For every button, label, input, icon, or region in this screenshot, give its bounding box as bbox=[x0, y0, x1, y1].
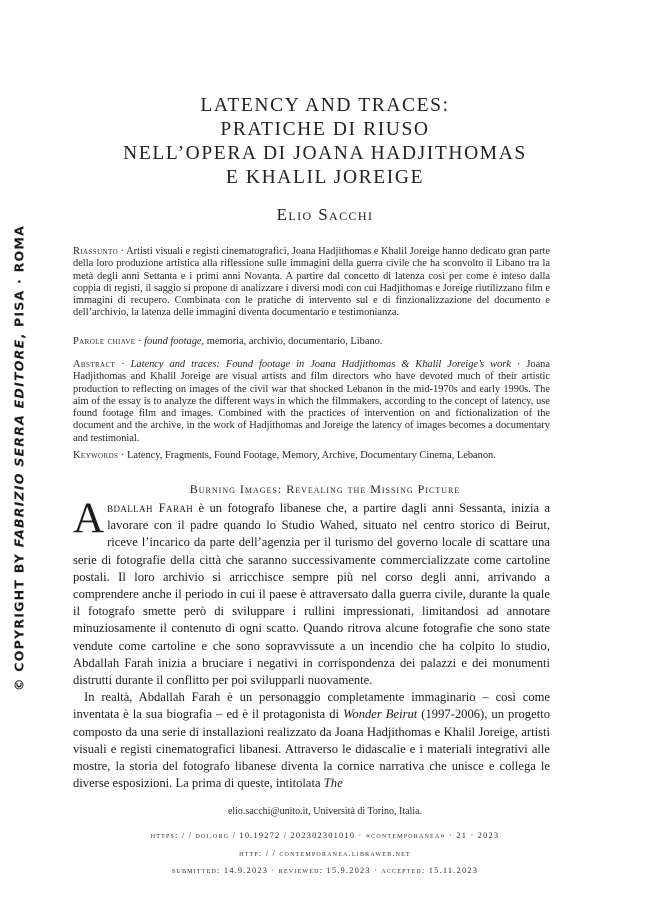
submission-dates-line: submitted: 14.9.2023 · reviewed: 15.9.2023 · accepted: 15.11.2023 bbox=[171, 866, 479, 875]
abstract-label: Abstract bbox=[73, 359, 116, 370]
keywords-label: Keywords bbox=[73, 450, 119, 461]
work-title: Wonder Beirut bbox=[343, 707, 418, 722]
riassunto-text: · Artisti visuali e registi cinematografici, Joana Hadjithomas e Khalil Joreige hanno dedicato gran parte della loro produzione artistica alla riflessione sulle immagini della guerra civile che ha sconvolto il Libano tra la metà degli anni Settanta e i primi anni Novanta. A partire dal concetto di latenza così per come è inteso dalla coppia di registi, il saggio si propone di analizzare i diversi modi con cui Hadjithomas e Joreige riutilizzano film e immagini di recupero. Combinata con le pratiche di intervento sul e di finzionalizzazione del documento e dell’archivio, la latenza delle immagini diventa documentario e testimonianza. bbox=[73, 246, 550, 319]
abstract-paragraph bbox=[73, 359, 550, 445]
keywords-paragraph bbox=[73, 450, 550, 462]
doi-line: https: / / doi.org / 10.19272 / 202302301010 · «contemporanea» · 21 · 2023 bbox=[150, 831, 500, 840]
title-line-2: PRATICHE DI RIUSO bbox=[220, 119, 430, 140]
parole-chiave-rest: , memoria, archivio, documentario, Libano. bbox=[201, 336, 383, 347]
parole-chiave-label: Parole chiave bbox=[73, 336, 136, 347]
article-title bbox=[0, 94, 650, 190]
side-copyright-notice bbox=[12, 225, 27, 691]
paragraph-1-text: è un fotografo libanese che, a partire dagli anni Sessanta, inizia a lavorare con il padre quando lo Studio Wahed, situato nel centro storico di Beirut, riceve l’incarico da parte dell’agenzia per il turismo del governo locale di scattare una serie di fotografie della città che saranno successivamente commercializzate come cartoline postali. Il loro archivio si arricchisce sempre più nel corso degli anni, arrivando a comprendere anche il periodo in cui il paese è attraversato dalla guerra civile, durante la quale il fotografo smette però di sviluppare i rullini impressionati, limitandosi ad annotare minuziosamente il contenuto di ogni scatto. Quando ritrova alcune fotografie che sono state vendute come cartoline e che sono sopravvissute a un incendio che ha colpito lo studio, Abdallah Farah inizia a bruciare i negativi in corrispondenza dei palazzi e dei monumenti distrutti durante il conflitto per poi svilupparli nuovamente. bbox=[73, 501, 551, 688]
section-heading: Burning Images: Revealing the Missing Picture bbox=[189, 482, 461, 496]
body-paragraph-2 bbox=[73, 689, 550, 792]
parole-chiave-paragraph bbox=[73, 336, 550, 348]
body-text bbox=[73, 495, 551, 792]
copyright-suffix: , PISA · ROMA bbox=[11, 224, 27, 339]
protagonist-name: bdallah Farah bbox=[107, 501, 194, 515]
parole-chiave-first: found footage bbox=[144, 336, 202, 347]
abstract-sep: · bbox=[115, 359, 131, 370]
paragraph-2-text-a: In realtà, Abdallah Farah è un personaggio completamente immaginario – così come inventata è la sua biografia – ed è il protagonista di bbox=[73, 690, 550, 722]
title-line-3: NELL’OPERA DI JOANA HADJITHOMAS bbox=[123, 143, 527, 164]
keywords-text: · Latency, Fragments, Found Footage, Memory, Archive, Documentary Cinema, Lebanon. bbox=[118, 450, 496, 461]
copyright-prefix: © COPYRIGHT BY bbox=[11, 547, 27, 692]
parole-chiave-sep: · bbox=[135, 336, 145, 347]
riassunto-paragraph bbox=[73, 246, 550, 320]
riassunto-label: Riassunto bbox=[73, 246, 119, 257]
paragraph-2-text-b: (1997-2006), un progetto composto da una serie di installazioni realizzato da Joana Hadjithomas e Khalil Joreige, artisti visuali e registi cinematografici libanesi. Attraverso le didascalie e i materiali integrativi alle mostre, la storia del fotografo libanese diventa la cornice narrativa che unisce e collega le diverse esposizioni. La prima di queste, intitolata bbox=[73, 707, 550, 791]
title-line-4: E KHALIL JOREIGE bbox=[225, 167, 425, 188]
body-paragraph-1 bbox=[73, 495, 551, 689]
drop-cap: A bbox=[73, 495, 105, 542]
abstract-english-title: Latency and traces: Found footage in Joana Hadjithomas & Khalil Joreige’s work bbox=[130, 359, 511, 370]
abstract-text: · Joana Hadjithomas and Khalil Joreige are visual artists and film directors who have devoted much of their artistic production to reflecting on images of the civil war that shocked Lebanon in the mid-1970s and early 1990s. The aim of the essay is to analyze the different ways in which the filmmakers, according to the concept of latency, use found footage film and images. Combined with the practices of intervention on and fictionalization of the document and the archive, in the work of Hadjithomas and Joreige the latency of images becomes a documentary and testimonial. bbox=[73, 359, 550, 444]
author-affiliation-footnote: elio.sacchi@unito.it, Università di Torino, Italia. bbox=[227, 806, 423, 817]
author-name: Elio Sacchi bbox=[276, 205, 374, 224]
title-line-1: LATENCY AND TRACES: bbox=[200, 95, 450, 116]
journal-url-line: http: / / contemporanea.libraweb.net bbox=[239, 849, 411, 858]
copyright-publisher: FABRIZIO SERRA EDITORE bbox=[11, 338, 27, 548]
paragraph-2-end: The bbox=[323, 776, 343, 791]
